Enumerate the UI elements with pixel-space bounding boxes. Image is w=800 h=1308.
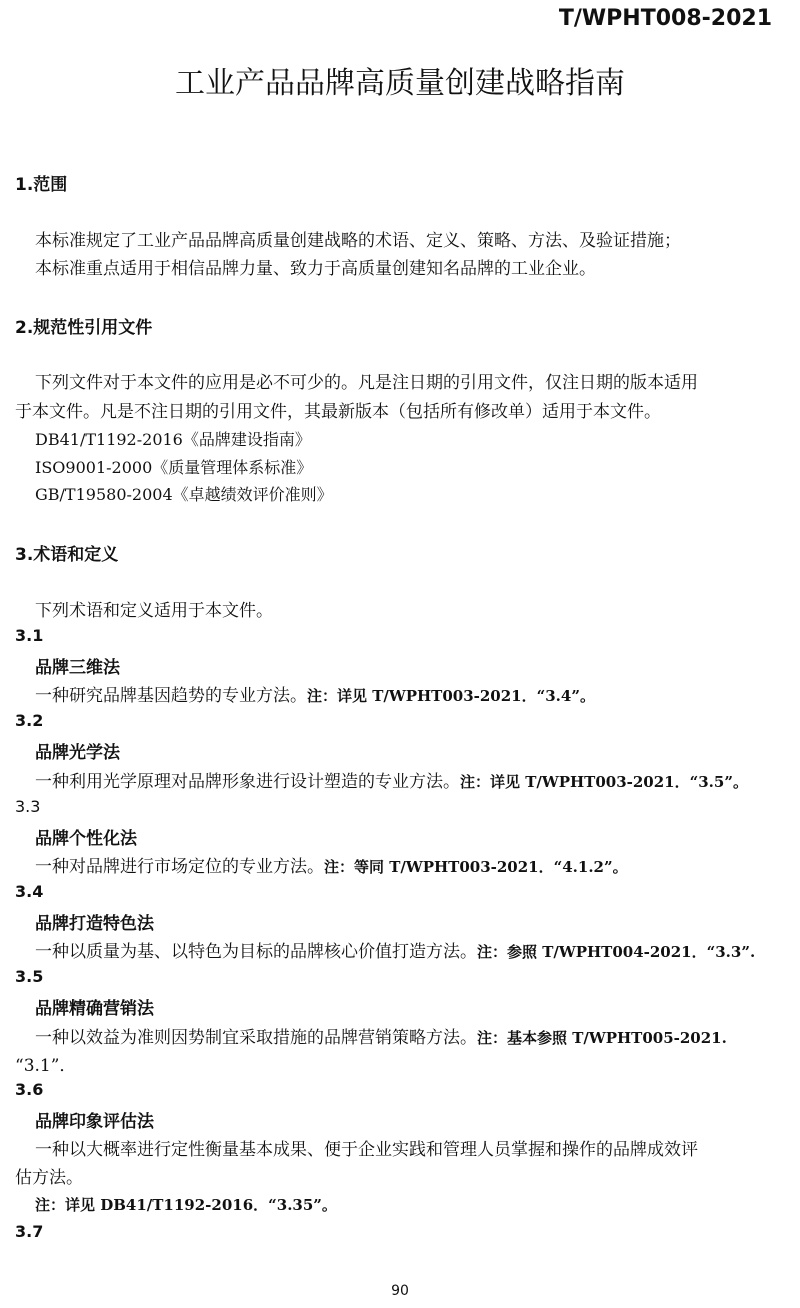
term-title: 品牌个性化法 [35,829,137,849]
section-3-intro: 下列术语和定义适用于本文件。 [35,601,273,621]
term-note: 注：参照 T/WPHT004-2021．“3.3”. [477,943,756,961]
clause-number: 3.5 [15,967,44,986]
section-2-line-2: 于本文件。凡是不注日期的引用文件，其最新版本（包括所有修改单）适用于本文件。 [15,402,661,422]
term-note: 注：基本参照 T/WPHT005-2021. [477,1029,727,1047]
term-note: 注：等同 T/WPHT003-2021．“4.1.2”。 [324,858,628,876]
clause-number: 3.4 [15,882,44,901]
term-title: 品牌印象评估法 [35,1112,154,1132]
term-note: 注：详见 DB41/T1192-2016．“3.35”。 [35,1196,337,1214]
term-definition: 一种以效益为准则因势制宜采取措施的品牌营销策略方法。注：基本参照 T/WPHT005-2021. [35,1028,727,1048]
section-2-line-1: 下列文件对于本文件的应用是必不可少的。凡是注日期的引用文件，仅注日期的版本适用 [35,373,698,393]
term-title: 品牌精确营销法 [35,999,154,1019]
reference-item: GB/T19580-2004《卓越绩效评价准则》 [35,485,333,504]
clause-number: 3.6 [15,1080,44,1099]
clause-number: 3.3 [15,797,41,816]
clause-number: 3.2 [15,711,44,730]
document-title: 工业产品品牌高质量创建战略指南 [175,66,625,101]
standard-code: T/WPHT008-2021 [558,6,772,31]
term-definition-continuation: 估方法。 [15,1168,83,1188]
section-1-heading: 1.范围 [15,175,68,195]
term-definition: 一种利用光学原理对品牌形象进行设计塑造的专业方法。注：详见 T/WPHT003-2021．“3.5”。 [35,772,748,792]
page-number: 90 [391,1283,409,1299]
section-1-line-1: 本标准规定了工业产品品牌高质量创建战略的术语、定义、策略、方法、及验证措施； [35,231,681,251]
term-definition: 一种研究品牌基因趋势的专业方法。注：详见 T/WPHT003-2021．“3.4”。 [35,686,595,706]
reference-item: DB41/T1192-2016《品牌建设指南》 [35,430,311,449]
reference-item: ISO9001-2000《质量管理体系标准》 [35,458,313,477]
clause-number: 3.7 [15,1222,44,1241]
section-3-heading: 3.术语和定义 [15,545,119,565]
term-definition: 一种以质量为基、以特色为目标的品牌核心价值打造方法。注：参照 T/WPHT004-2021．“3.3”. [35,942,756,962]
section-2-heading: 2.规范性引用文件 [15,318,153,338]
term-note: 注：详见 T/WPHT003-2021．“3.5”。 [460,773,748,791]
term-definition: 一种对品牌进行市场定位的专业方法。注：等同 T/WPHT003-2021．“4.1.2”。 [35,857,628,877]
term-title: 品牌打造特色法 [35,914,154,934]
section-1-line-2: 本标准重点适用于相信品牌力量、致力于高质量创建知名品牌的工业企业。 [35,259,596,279]
term-title: 品牌光学法 [35,743,120,763]
term-definition: 一种以大概率进行定性衡量基本成果、便于企业实践和管理人员掌握和操作的品牌成效评 [35,1140,698,1160]
term-note-continuation: “3.1”． [15,1056,77,1076]
clause-number: 3.1 [15,626,44,645]
term-note: 注：详见 T/WPHT003-2021．“3.4”。 [307,687,595,705]
term-title: 品牌三维法 [35,658,120,678]
